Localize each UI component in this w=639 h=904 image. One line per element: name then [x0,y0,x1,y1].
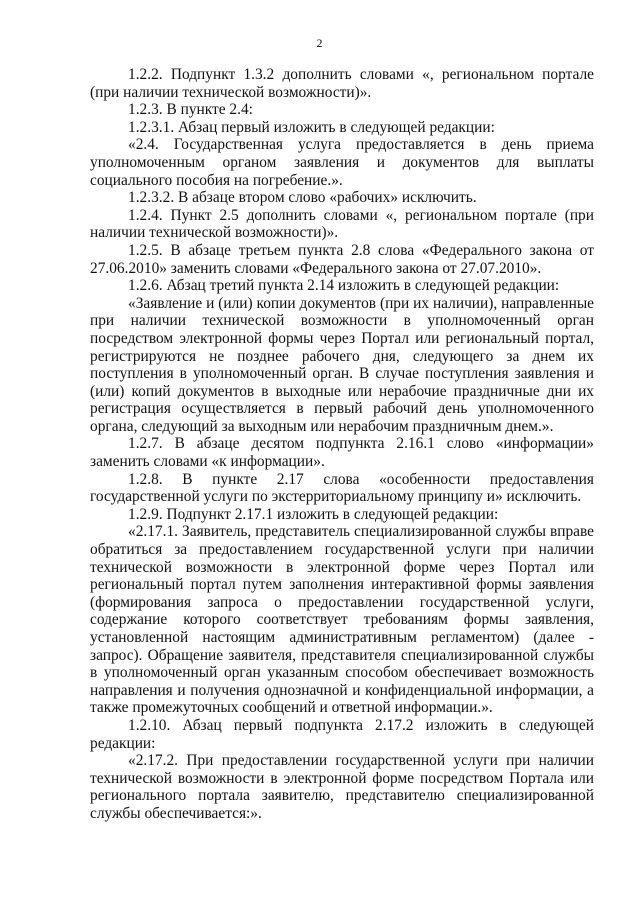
paragraph: 1.2.7. В абзаце десятом подпункта 2.16.1 слово «информации» заменить словами «к информации». [90,435,594,471]
paragraph: 1.2.8. В пункте 2.17 слова «особенности предоставления государственной услуги по экстерриториальному принципу и» исключить. [90,470,594,506]
paragraph: 1.2.10. Абзац первый подпункта 2.17.2 изложить в следующей редакции: [90,716,594,752]
document-body [90,66,594,823]
paragraph: «2.17.2. При предоставлении государственной услуги при наличии технической возможности в электронной форме посредством Портала или регионального портала заявителю, представителю специализированной службы обеспечивается:». [90,752,594,822]
paragraph: «Заявление и (или) копии документов (при их наличии), направленные при наличии технической возможности в уполномоченный орган посредством электронной формы через Портал или региональный портал, регистрируются не позднее рабочего дня, следующего за днем их поступления в уполномоченный орган. В случае поступления заявления и (или) копий документов в выходные или нерабочие праздничные дни их регистрация осуществляется в первый рабочий день уполномоченного органа, следующий за выходным или нерабочим праздничным днем.». [90,294,594,435]
paragraph: 1.2.9. Подпункт 2.17.1 изложить в следующей редакции: [128,505,499,523]
paragraph: 1.2.3.2. В абзаце втором слово «рабочих» исключить. [128,189,477,207]
paragraph: 1.2.4. Пункт 2.5 дополнить словами «, региональном портале (при наличии технической возможности)». [90,206,594,242]
paragraph: 1.2.6. Абзац третий пункта 2.14 изложить в следующей редакции: [128,277,560,295]
page-number: 2 [316,36,323,50]
paragraph: 1.2.3. В пункте 2.4: [128,101,253,119]
paragraph: 1.2.5. В абзаце третьем пункта 2.8 слова «Федерального закона от 27.06.2010» заменить словами «Федерального закона от 27.07.2010». [90,241,594,277]
paragraph: «2.17.1. Заявитель, представитель специализированной службы вправе обратиться за предоставлением государственной услуги при наличии технической возможности в электронной форме через Портал или региональный портал путем заполнения интерактивной формы заявления (формирования запроса о предоставлении государственной услуги, содержание которого соответствует требованиям формы заявления, установленной настоящим административным регламентом) (далее - запрос). Обращение заявителя, представителя специализированной службы в уполномоченный орган указанным способом обеспечивает возможность направления и получения однозначной и конфиденциальной информации, а также промежуточных сообщений и ответной информации.». [90,523,594,717]
paragraph: 1.2.3.1. Абзац первый изложить в следующей редакции: [128,118,495,136]
paragraph: «2.4. Государственная услуга предоставляется в день приема уполномоченным органом заявления и документов для выплаты социального пособия на погребение.». [90,136,594,189]
paragraph: 1.2.2. Подпункт 1.3.2 дополнить словами «, региональном портале (при наличии технической возможности)». [90,66,594,101]
